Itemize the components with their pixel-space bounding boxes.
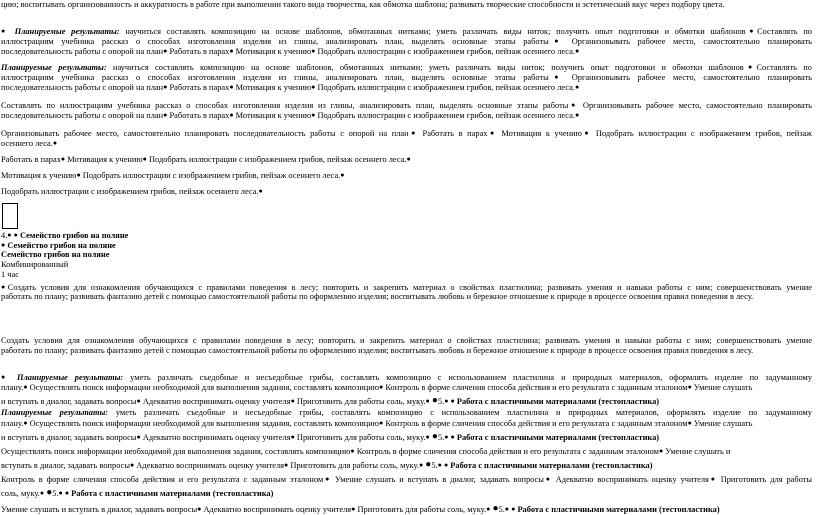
text-line: цию; воспитывать организованность и аккуратность в работе при выполнении такого вида творчества, как обмотка шаблона; развивать творческие способности и эстетический вкус через подбору цвета. — [1, 0, 725, 9]
text-line: Умение слушать и вступать в диалог, задавать вопросы● Адекватно воспринимать оценку учителя● Приготовить для работы соль, муку.● ●5.● ● Работа с пластичными материалами (тестопластика) — [1, 504, 720, 514]
text-line: работать по плану; развивать фантазию детей с помощью самостоятельной работы по оформлению изделия; воспитывать любовь и бережное отношение к природе в процессе освоения правил поведения в лесу. — [1, 292, 754, 301]
text-line: Планируемые результаты: научиться составлять композицию на основе шаблонов, обмотанных нитками; уметь различать виды ниток; получить опыт подготовки и обмотки шаблонов●Составлять по — [1, 63, 812, 72]
text-line: вступать в диалог, задавать вопросы● Адекватно воспринимать оценку учителя● Приготовить для работы соль, муку.● ●5.● ● Работа с пластичными материалами (тестопластика) — [1, 460, 653, 470]
text-line: 4.● ● Семейство грибов на поляне — [1, 231, 129, 240]
text-line: последовательность работы с опорой на план● Работать в парах● Мотивация к учению● Подобрать иллюстрации с изображением грибов, пейзаж осеннего леса.● — [1, 47, 580, 56]
text-line: Подобрать иллюстрации с изображением грибов, пейзаж осеннего леса.● — [1, 187, 263, 196]
lesson-type: Комбинированный — [1, 260, 69, 269]
text-line: Контроль в форме сличения способа действия и его результата с заданным эталоном● Умение слушать и вступать в диалог, задавать вопросы● Адекватно воспринимать оценку учителя● Приготовить для работы — [1, 475, 812, 484]
text-line: ● Планируемые результаты: научиться составлять композицию на основе шаблонов, обмотанных нитками; уметь различать виды ниток; получить опыт подготовки и обмотки шаблонов●Составлять по — [1, 27, 812, 36]
image-placeholder — [2, 203, 18, 229]
text-line: иллюстрациям учебника рассказ о способах изготовления изделия из глины, анализировать план, выделять основные этапы работы● Организовывать рабочее место, самостоятельно планировать — [1, 73, 812, 82]
lesson-title: Семейство грибов на поляне — [1, 250, 110, 259]
text-line: соль, муку.● ●5.● ● Работа с пластичными материалами (тестопластика) — [1, 488, 274, 498]
lesson-hours: 1 час — [1, 270, 19, 279]
text-line: Осуществлять поиск информации необходимой для выполнения задания, составлять композицию● Контроль в форме сличения способа действия и его результата с заданным эталоном● Умение слушать и — [1, 447, 731, 456]
text-line: работать по плану; развивать фантазию детей с помощью самостоятельной работы по оформлению изделия; воспитывать любовь и бережное отношение к природе в процессе освоения правил поведения в лесу. — [1, 346, 754, 355]
text-line: Мотивация к учению● Подобрать иллюстрации с изображением грибов, пейзаж осеннего леса.● — [1, 171, 345, 180]
text-line: Планируемые результаты: уметь различать съедобные и несъедобные грибы, составлять композицию с использованием пластилина и природных материалов, оформлять изделие по задуманному — [1, 408, 812, 417]
text-line: Работать в парах● Мотивация к учению● Подобрать иллюстрации с изображением грибов, пейзаж осеннего леса.● — [1, 155, 411, 164]
text-line: ●Создать условия для ознакомления обучающихся с правилами поведения в лесу; повторить и закрепить материал о свойствах пластилина; развивать умения и навыки работы с ним; совершенствовать умение — [1, 283, 812, 292]
text-line: Создать условия для ознакомления обучающихся с правилами поведения в лесу; повторить и закрепить материал о свойствах пластилина; развивать умения и навыки работы с ним; совершенствовать умение — [1, 336, 812, 345]
text-line: Организовывать рабочее место, самостоятельно планировать последовательность работы с опорой на план● Работать в парах● Мотивация к учению● Подобрать иллюстрации с изображением грибов, пейзаж — [1, 129, 812, 138]
text-line: и вступать в диалог, задавать вопросы● Адекватно воспринимать оценку учителя● Приготовить для работы соль, муку.● ●5.● ● Работа с пластичными материалами (тестопластика) — [1, 432, 660, 442]
text-line: последовательность работы с опорой на план● Работать в парах● Мотивация к учению● Подобрать иллюстрации с изображением грибов, пейзаж осеннего леса.● — [1, 111, 580, 120]
text-line: последовательность работы с опорой на план● Работать в парах● Мотивация к учению● Подобрать иллюстрации с изображением грибов, пейзаж осеннего леса.● — [1, 83, 580, 92]
text-line: Составлять по иллюстрациям учебника рассказ о способах изготовления изделия из глины, анализировать план, выделять основные этапы работы● Организовывать рабочее место, самостоятельно планировать — [1, 101, 812, 110]
text-line: осеннего леса.● — [1, 139, 58, 148]
text-line: ● Планируемые результаты: уметь различать съедобные и несъедобные грибы, составлять композицию с использованием пластилина и природных материалов, оформлять изделие по задуманному — [1, 373, 812, 382]
text-line: плану.● Осуществлять поиск информации необходимой для выполнения задания, составлять композицию● Контроль в форме сличения способа действия и его результата с заданным эталоном● Умение слушать — [1, 419, 753, 428]
text-line: и вступать в диалог, задавать вопросы● Адекватно воспринимать оценку учителя● Приготовить для работы соль, муку.● ●5.● ● Работа с пластичными материалами (тестопластика) — [1, 396, 660, 406]
text-line: ● Семейство грибов на поляне — [1, 241, 116, 250]
text-line: иллюстрациям учебника рассказ о способах изготовления изделия из глины, анализировать план, выделять основные этапы работы● Организовывать рабочее место, самостоятельно планировать — [1, 37, 812, 46]
text-line: плану.● Осуществлять поиск информации необходимой для выполнения задания, составлять композицию● Контроль в форме сличения способа действия и его результата с заданным эталоном● Умение слушать — [1, 383, 753, 392]
